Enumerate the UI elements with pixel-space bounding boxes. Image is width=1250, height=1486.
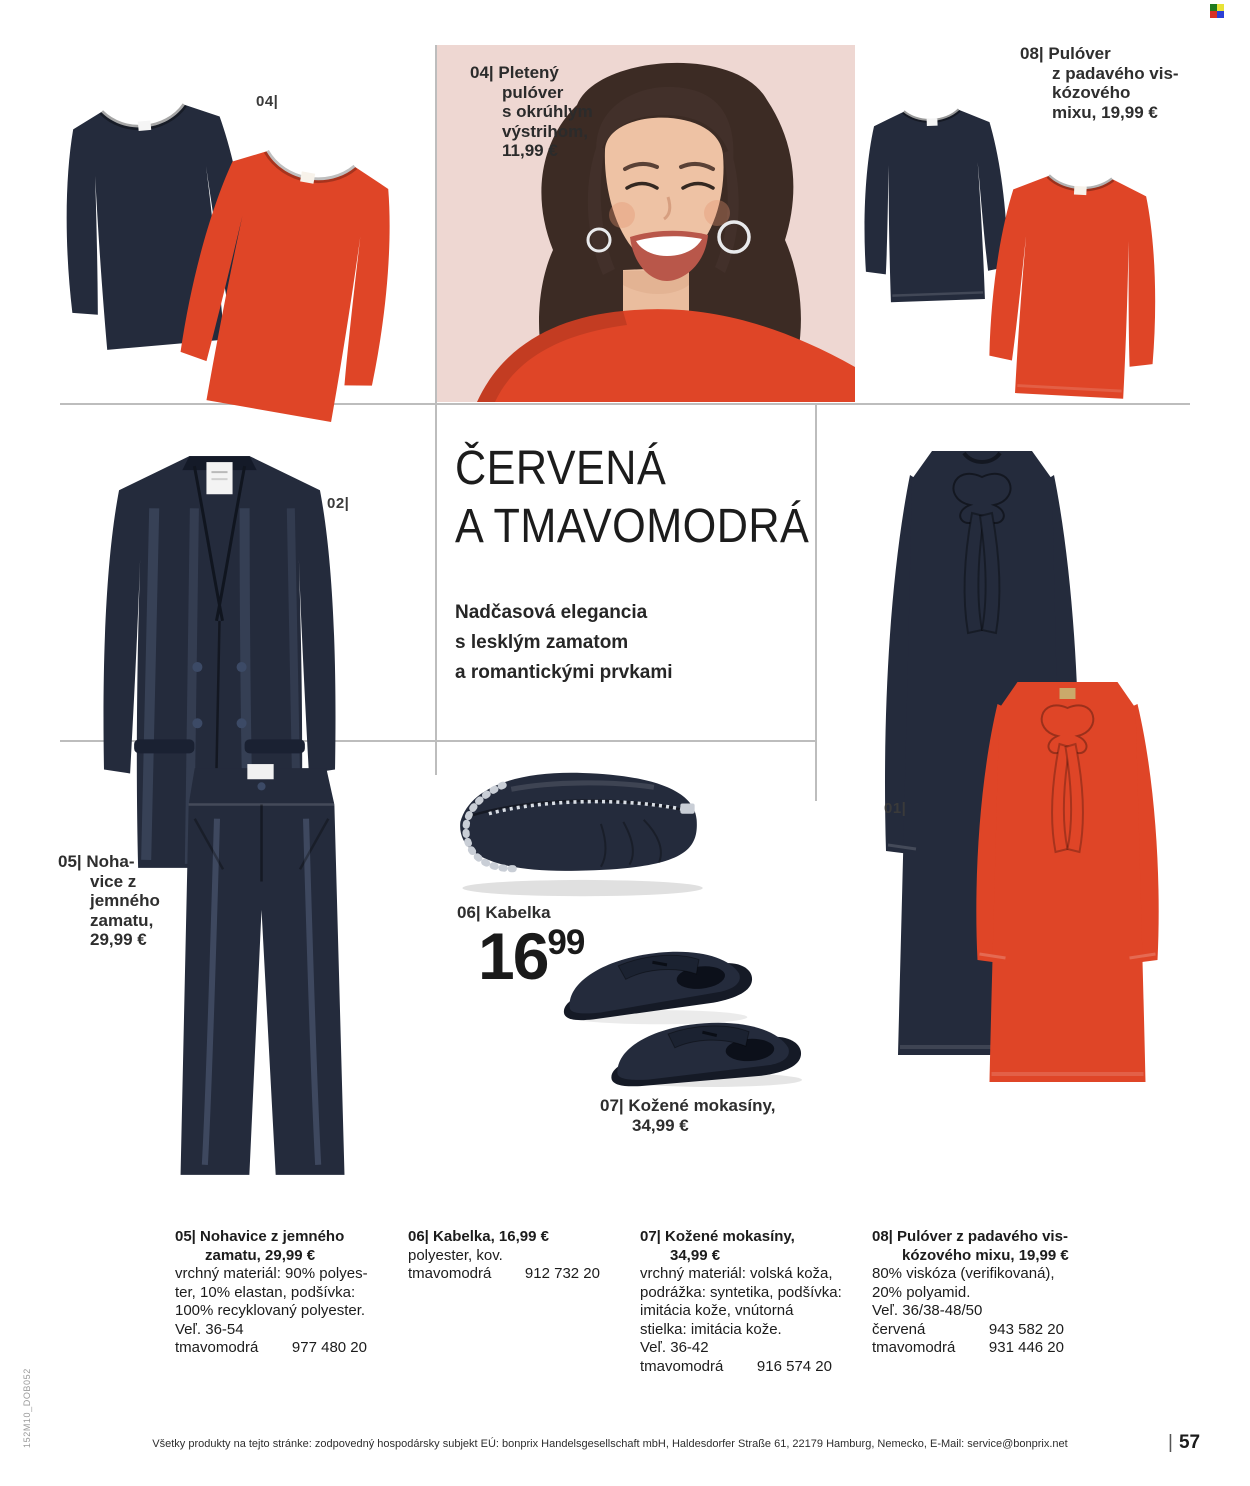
product-number-01: 01| — [884, 800, 907, 817]
detail-body: 80% viskóza (verifikovaná), — [872, 1265, 1055, 1282]
callout-item-08 — [1020, 44, 1179, 122]
product-image-08-pullover-red — [972, 123, 1178, 443]
detail-column-05 — [175, 1228, 367, 1358]
brand-tag — [1060, 688, 1076, 699]
detail-body: polyester, kov. — [408, 1246, 503, 1264]
care-label — [247, 764, 273, 779]
mark-blue — [1217, 11, 1224, 18]
variant-color: červená — [872, 1320, 926, 1338]
subheading-line: Nadčasová elegancia — [455, 602, 648, 623]
detail-body: podrážka: syntetika, podšívka: — [640, 1283, 842, 1301]
callout-item-05 — [58, 852, 160, 950]
callout-item-07 — [600, 1096, 775, 1135]
model-photo-item-04 — [437, 45, 855, 402]
section-subheading — [455, 598, 673, 688]
callout-line: vice z — [90, 871, 137, 891]
variant-color: tmavomodrá — [408, 1265, 492, 1282]
detail-title: 34,99 € — [670, 1246, 721, 1264]
color-registration-mark-icon — [1210, 4, 1224, 18]
product-image-06-clutch-bag — [440, 755, 715, 905]
clasp — [680, 804, 694, 814]
callout-line: 34,99 € — [632, 1115, 689, 1135]
product-image-05-velvet-trousers — [163, 758, 358, 1183]
variant-color: tmavomodrá — [175, 1339, 259, 1356]
callout-line: pulóver — [502, 82, 564, 102]
detail-body: stielka: imitácia kože. — [640, 1320, 782, 1338]
variant-row — [872, 1339, 1064, 1358]
article-number: 912 732 20 — [524, 1265, 600, 1282]
product-image-01-dress-red — [945, 650, 1190, 1090]
variant-row — [872, 1321, 1064, 1340]
detail-column-06 — [408, 1228, 600, 1284]
grid-line-vertical-right — [815, 403, 817, 801]
care-label — [138, 120, 151, 131]
detail-column-08 — [872, 1228, 1069, 1358]
mark-yellow — [1217, 4, 1224, 11]
callout-line: 04| Pletený — [470, 63, 559, 82]
detail-body: imitácia kože, vnútorná — [640, 1302, 794, 1319]
price-cents: 99 — [547, 923, 585, 962]
page-number-value: 57 — [1178, 1432, 1201, 1453]
callout-item-04 — [470, 63, 593, 161]
button — [192, 718, 202, 728]
article-number: 931 446 20 — [988, 1339, 1064, 1356]
mark-green — [1210, 4, 1217, 11]
loafer-back — [559, 943, 755, 1022]
variant-color: tmavomodrá — [640, 1357, 724, 1375]
detail-title: 06| Kabelka, 16,99 € — [408, 1228, 549, 1245]
care-label — [1074, 186, 1087, 195]
detail-body: 100% recyklovaný polyester. — [175, 1302, 366, 1319]
detail-body: 20% polyamid. — [872, 1283, 971, 1301]
detail-body: vrchný materiál: 90% polyes- — [175, 1265, 368, 1282]
detail-column-07 — [640, 1228, 842, 1376]
callout-line: kózového — [1052, 83, 1131, 102]
section-heading — [455, 440, 809, 556]
heading-line-2: A TMAVOMODRÁ — [455, 500, 810, 553]
callout-line: 11,99 € — [502, 141, 558, 160]
price-euros: 16 — [478, 919, 548, 993]
subheading-line: s lesklým zamatom — [455, 632, 629, 653]
detail-body: ter, 10% elastan, podšívka: — [175, 1283, 356, 1301]
variant-row — [640, 1358, 832, 1377]
article-number: 943 582 20 — [988, 1320, 1064, 1338]
callout-line: s okrúhlym — [502, 102, 593, 121]
callout-line: 06| Kabelka — [457, 903, 551, 922]
callout-line: 07| Kožené mokasíny, — [600, 1096, 776, 1115]
callout-line: 08| Pulóver — [1020, 44, 1111, 63]
heading-line-1: ČERVENÁ — [455, 442, 667, 495]
care-label — [927, 118, 938, 126]
button — [237, 718, 247, 728]
callout-line: výstrihom, — [502, 121, 588, 141]
page-number — [1168, 1432, 1200, 1454]
print-side-code: 152M10_DOB052 — [22, 1368, 32, 1448]
variant-row — [408, 1265, 600, 1284]
legal-footer: Všetky produkty na tejto stránke: zodpovedný hospodársky subjekt EÚ: bonprix Handelsgesellschaft mbH, Haldesdorfer Straße 61, 22179 Hamburg, Nemecko, E-Mail: service@bonprix.net — [152, 1438, 1068, 1450]
detail-title: 08| Pulóver z padavého vis- — [872, 1228, 1068, 1245]
callout-line: 29,99 € — [90, 930, 147, 949]
button — [192, 662, 202, 672]
pocket-flap — [134, 739, 194, 753]
detail-sizes: Veľ. 36-54 — [175, 1320, 244, 1338]
variant-color: tmavomodrá — [872, 1339, 956, 1356]
detail-title: 05| Nohavice z jemného — [175, 1228, 345, 1245]
mark-red — [1210, 11, 1217, 18]
detail-title: zamatu, 29,99 € — [205, 1246, 316, 1264]
variant-row — [175, 1339, 367, 1358]
article-number: 916 574 20 — [756, 1357, 832, 1375]
pocket-flap — [245, 739, 305, 753]
article-number: 977 480 20 — [291, 1339, 367, 1356]
product-image-07-loafers — [548, 918, 803, 1090]
callout-line: z padavého vis- — [1052, 63, 1179, 83]
callout-line: 05| Noha- — [58, 852, 135, 871]
waist-button — [257, 782, 265, 790]
detail-body: vrchný materiál: volská koža, — [640, 1265, 833, 1282]
shadow — [462, 880, 702, 896]
callout-line: jemného — [90, 891, 160, 910]
subheading-line: a romantickými prvkami — [455, 662, 673, 683]
product-number-02: 02| — [327, 495, 350, 512]
button — [237, 662, 247, 672]
detail-title: kózového mixu, 19,99 € — [902, 1246, 1069, 1264]
callout-line: zamatu, — [90, 910, 154, 930]
page-number-separator: | — [1168, 1432, 1173, 1453]
product-number-04: 04| — [256, 93, 279, 110]
detail-sizes: Veľ. 36/38-48/50 — [872, 1302, 983, 1319]
detail-title: 07| Kožené mokasíny, — [640, 1228, 795, 1245]
detail-sizes: Veľ. 36-42 — [640, 1339, 709, 1356]
callout-line: mixu, 19,99 € — [1052, 102, 1158, 122]
